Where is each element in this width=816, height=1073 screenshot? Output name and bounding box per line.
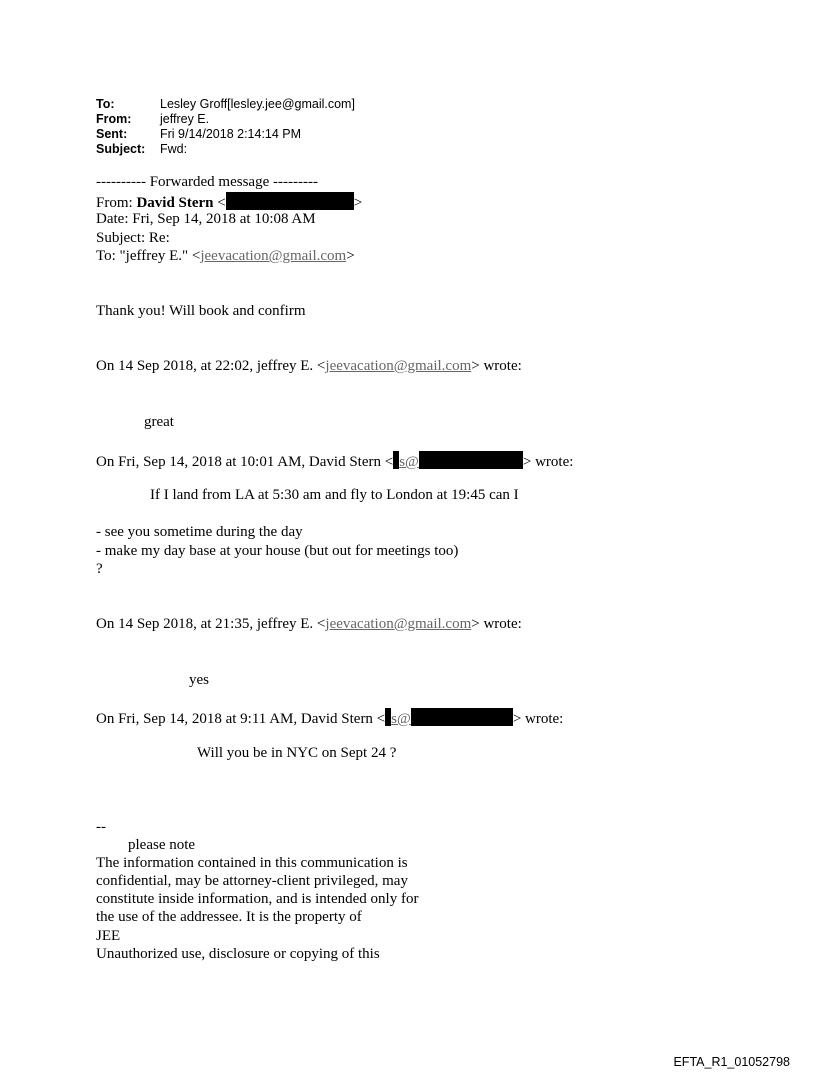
document-id: EFTA_R1_01052798 xyxy=(673,1055,790,1069)
forward-from-line xyxy=(96,192,362,212)
forward-from-prefix: From: xyxy=(96,195,137,211)
quote-header-3 xyxy=(96,616,522,633)
to-value: Lesley Groff[lesley.jee@gmail.com] xyxy=(160,97,355,111)
forward-to-suffix: > xyxy=(346,248,355,264)
reply-thank-you: Thank you! Will book and confirm xyxy=(96,303,306,319)
quote4-email-link[interactable]: s@ xyxy=(391,711,411,727)
disclaimer-line-4: the use of the addressee. It is the property of xyxy=(96,909,362,925)
quote3-suffix: > wrote: xyxy=(471,616,522,632)
redaction-box xyxy=(419,451,523,469)
forward-date: Date: Fri, Sep 14, 2018 at 10:08 AM xyxy=(96,211,316,227)
quote1-prefix: On 14 Sep 2018, at 22:02, jeffrey E. < xyxy=(96,358,326,374)
quote-header-4 xyxy=(96,708,563,728)
from-label: From: xyxy=(96,112,132,126)
sent-label: Sent: xyxy=(96,127,128,141)
quote2-email-link[interactable]: s@ xyxy=(399,454,419,470)
forward-from-open: < xyxy=(213,195,226,211)
from-value: jeffrey E. xyxy=(160,112,210,126)
quote1-suffix: > wrote: xyxy=(471,358,522,374)
quote-header-1 xyxy=(96,358,522,375)
disclaimer-line-5: JEE xyxy=(96,928,121,944)
quote2-suffix: > wrote: xyxy=(522,454,574,470)
forward-to-line xyxy=(96,248,355,265)
quote1-email-link[interactable]: jeevacation@gmail.com xyxy=(325,358,472,374)
bullet-see-you: - see you sometime during the day xyxy=(96,524,303,540)
quote3-prefix: On 14 Sep 2018, at 21:35, jeffrey E. < xyxy=(96,616,326,632)
forward-from-close: > xyxy=(353,195,363,211)
bullet-day-base: - make my day base at your house (but out for meetings too) xyxy=(96,543,459,559)
quote4-suffix: > wrote: xyxy=(512,711,564,727)
disclaimer-line-1: The information contained in this communication is xyxy=(96,855,408,871)
reply-yes: yes xyxy=(189,672,209,688)
forward-subject: Subject: Re: xyxy=(96,230,170,246)
quote4-prefix: On Fri, Sep 14, 2018 at 9:11 AM, David Stern < xyxy=(96,711,386,727)
redaction-box xyxy=(226,192,354,210)
reply-nyc-question: Will you be in NYC on Sept 24 ? xyxy=(197,745,397,761)
redaction-box xyxy=(411,708,513,726)
reply-land-from-la: If I land from LA at 5:30 am and fly to London at 19:45 can I xyxy=(150,487,519,503)
question-mark: ? xyxy=(96,561,103,577)
reply-great: great xyxy=(144,414,174,430)
please-note: please note xyxy=(128,837,196,853)
disclaimer-line-6: Unauthorized use, disclosure or copying of this xyxy=(96,946,380,962)
forward-to-email-link[interactable]: jeevacation@gmail.com xyxy=(200,248,347,264)
forward-from-name: David Stern xyxy=(136,195,214,211)
subject-value: Fwd: xyxy=(160,142,188,156)
forward-banner: ---------- Forwarded message --------- xyxy=(96,174,318,190)
quote2-prefix: On Fri, Sep 14, 2018 at 10:01 AM, David Stern < xyxy=(96,454,394,470)
signature-dash: -- xyxy=(96,819,106,835)
quote3-email-link[interactable]: jeevacation@gmail.com xyxy=(325,616,472,632)
disclaimer-line-2: confidential, may be attorney-client privileged, may xyxy=(96,873,408,889)
subject-label: Subject: xyxy=(96,142,146,156)
disclaimer-line-3: constitute inside information, and is intended only for xyxy=(96,891,419,907)
sent-value: Fri 9/14/2018 2:14:14 PM xyxy=(160,127,302,141)
quote-header-2 xyxy=(96,451,573,471)
forward-to-prefix: To: "jeffrey E." < xyxy=(96,248,201,264)
to-label: To: xyxy=(96,97,115,111)
